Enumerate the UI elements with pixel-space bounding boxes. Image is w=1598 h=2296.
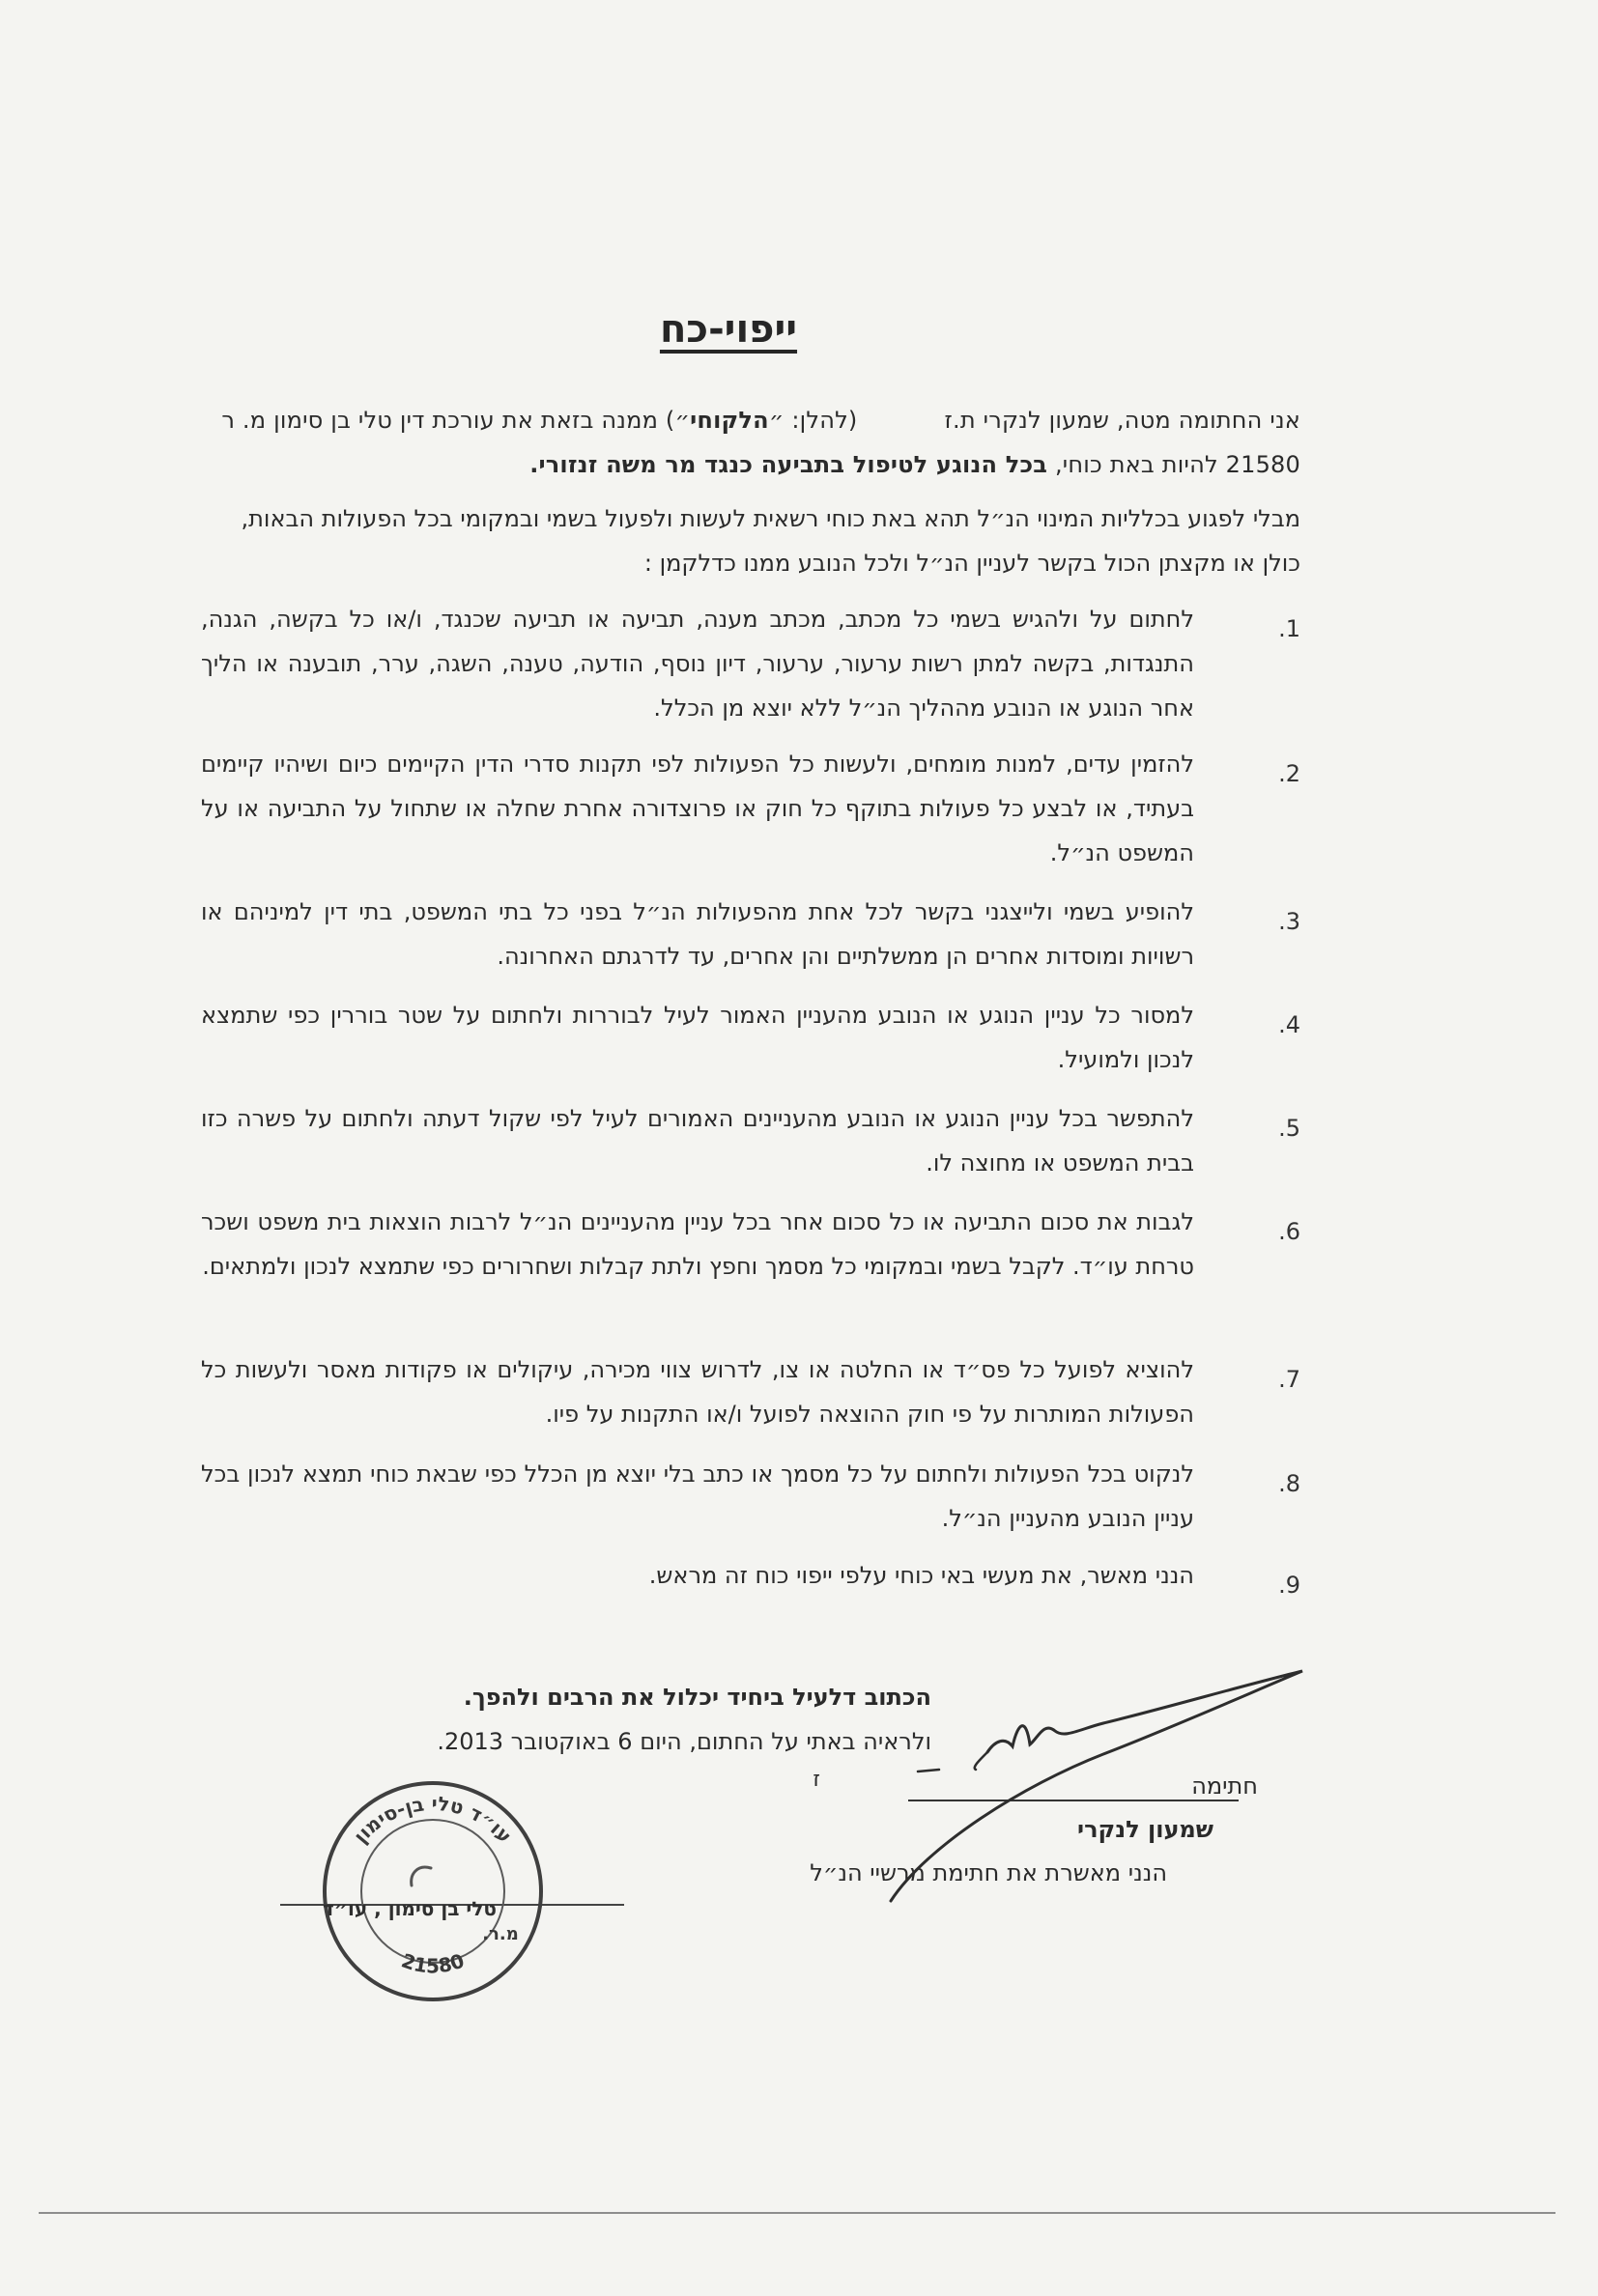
intro-paragraph: [160, 398, 1300, 487]
clause-item-8: [151, 1452, 1300, 1541]
closing-line-2: ולראיה באתי על החתום, היום 6 באוקטובר 2013.: [437, 1728, 931, 1755]
stamp-ring-text: עו״ד טלי בן-סימון: [348, 1791, 517, 1848]
closing-line-1: הכתוב דלעיל ביחיד יכלול את הרבים ולהפך.: [463, 1684, 931, 1711]
intro-line2-bold: בכל הנוגע לטיפול בתביעה כנגד מר משה זנזורי.: [529, 451, 1048, 478]
document-title: ייפוי-כח: [659, 307, 798, 352]
clause-text: לחתום על ולהגיש בשמי כל מכתב, מכתב מענה, תביעה או תביעה שכנגד, ו/או כל בקשה, הגנה, התנגדות, בקשה למתן רשות ערעור, ערעור, דיון נוסף, הודעה, טענה, השגה, ערר, תובענה או הליך אחר הנוגע או הנובע מההליך הנ״ל ללא יוצא מן הכלל.: [201, 606, 1194, 722]
clause-number: .7: [1278, 1366, 1300, 1393]
general-paragraph: [151, 496, 1300, 585]
clause-item-9: [151, 1553, 1300, 1598]
clause-number: .2: [1278, 760, 1300, 787]
clause-item-7: [151, 1347, 1300, 1436]
clause-item-2: [151, 742, 1300, 875]
signature-mark: ז: [813, 1768, 820, 1792]
clause-text: להוציא לפועל כל פס״ד או החלטה או צו, לדרוש צווי מכירה, עיקולים או פקודות מאסר ולעשות כל הפעולות המותרות על פי חוק ההוצאה לפועל ו/או התקנות על פיו.: [201, 1356, 1194, 1428]
clause-text: להתפשר בכל עניין הנוגע או הנובע מהעניינים האמורים לעיל לפי שקול דעתה ולחתום על פשרה כזו בבית המשפט או מחוצה לו.: [201, 1105, 1194, 1176]
stamp-line-text: טלי בן סימון , עו״ד: [323, 1897, 497, 1920]
stamp-license-number: 21580: [398, 1948, 468, 1978]
intro-line2-part1: 21580 להיות באת כוחי,: [1054, 451, 1300, 478]
lawyer-stamp: [317, 1775, 549, 2007]
intro-line-2: [160, 442, 1300, 487]
intro-line1-bold: הלקוחי: [690, 407, 769, 434]
clause-text: לנקוט בכל הפעולות ולחתום על כל מסמך או כתב בלי יוצא מן הכלל כפי שבאת כוחי תמצא לנכון בכל עניין הנובע מהעניין הנ״ל.: [201, 1460, 1194, 1532]
signature-label: חתימה: [1191, 1772, 1258, 1800]
clause-text: להזמין עדים, למנות מומחים, ולעשות כל הפעולות לפי תקנות סדרי הדין הקיימים כיום ושיהיו קיימים בעתיד, או לבצע כל פעולות בתוקף כל חוק או פרוצדורה אחרת שחלה או שתחול על התביעה או על המשפט הנ״ל.: [201, 751, 1194, 866]
clause-number: .6: [1278, 1218, 1300, 1245]
general-line-1: מבלי לפגוע בכלליות המינוי הנ״ל תהא באת כוחי רשאית לעשות ולפעול בשמי ובמקומי בכל הפעולות הבאות,: [241, 505, 1300, 532]
stamp-prefix: מ.ר.: [482, 1924, 519, 1944]
clause-text: למסור כל עניין הנוגע או הנובע מהעניין האמור לעיל לבוררות ולחתום על שטר בוררין כפי שתמצא לנכון ולמועיל.: [201, 1002, 1194, 1073]
clause-item-1: [151, 597, 1300, 730]
clause-item-5: [151, 1096, 1300, 1185]
clause-text: להופיע בשמי ולייצגני בקשר לכל אחת מהפעולות הנ״ל בפני כל בתי המשפט, בתי דין למיניהם או רשויות ומוסדות אחרים הן ממשלתיים והן אחרים, עד לדרגתם האחרונה.: [201, 898, 1194, 970]
clause-item-3: [151, 890, 1300, 978]
clause-number: .3: [1278, 908, 1300, 935]
clause-number: .1: [1278, 615, 1300, 642]
clause-item-6: [151, 1200, 1300, 1333]
general-line-2: כולן או מקצתן הכול בקשר לעניין הנ״ל ולכל הנובע ממנו כדלקמן :: [643, 550, 1300, 577]
handwritten-signature: [850, 1661, 1314, 1913]
clause-text: הנני מאשר, את מעשי באי כוחי עלפי ייפוי כוח זה מראש.: [648, 1562, 1194, 1589]
clause-number: .4: [1278, 1011, 1300, 1038]
intro-line-1: [160, 398, 1300, 442]
clause-item-4: [151, 993, 1300, 1082]
intro-line1-part3: ״) ממנה בזאת את עורכת דין טלי בן סימון מ. ר: [221, 407, 691, 434]
signer-name: שמעון לנקרי: [1077, 1816, 1213, 1843]
clause-number: .9: [1278, 1572, 1300, 1599]
clause-text: לגבות את סכום התביעה או כל סכום אחר בכל עניין מהעניינים הנ״ל לרבות הוצאות בית משפט ושכר טרחת עו״ד. לקבל בשמי ובמקומי כל מסמך וחפץ ולתת קבלות ושחרורים כפי שתמצא לנכון ולמתאים.: [201, 1208, 1194, 1280]
bottom-rule: [39, 2212, 1555, 2214]
clause-number: .8: [1278, 1470, 1300, 1497]
intro-line1-part2: (להלן: ״: [768, 407, 858, 434]
lawyer-confirmation-note: הנני מאשרת את חתימת מרשיי הנ״ל: [810, 1859, 1167, 1886]
intro-line1-part1: אני החתומה מטה, שמעון לנקרי ת.ז: [944, 407, 1300, 434]
clause-number: .5: [1278, 1115, 1300, 1142]
